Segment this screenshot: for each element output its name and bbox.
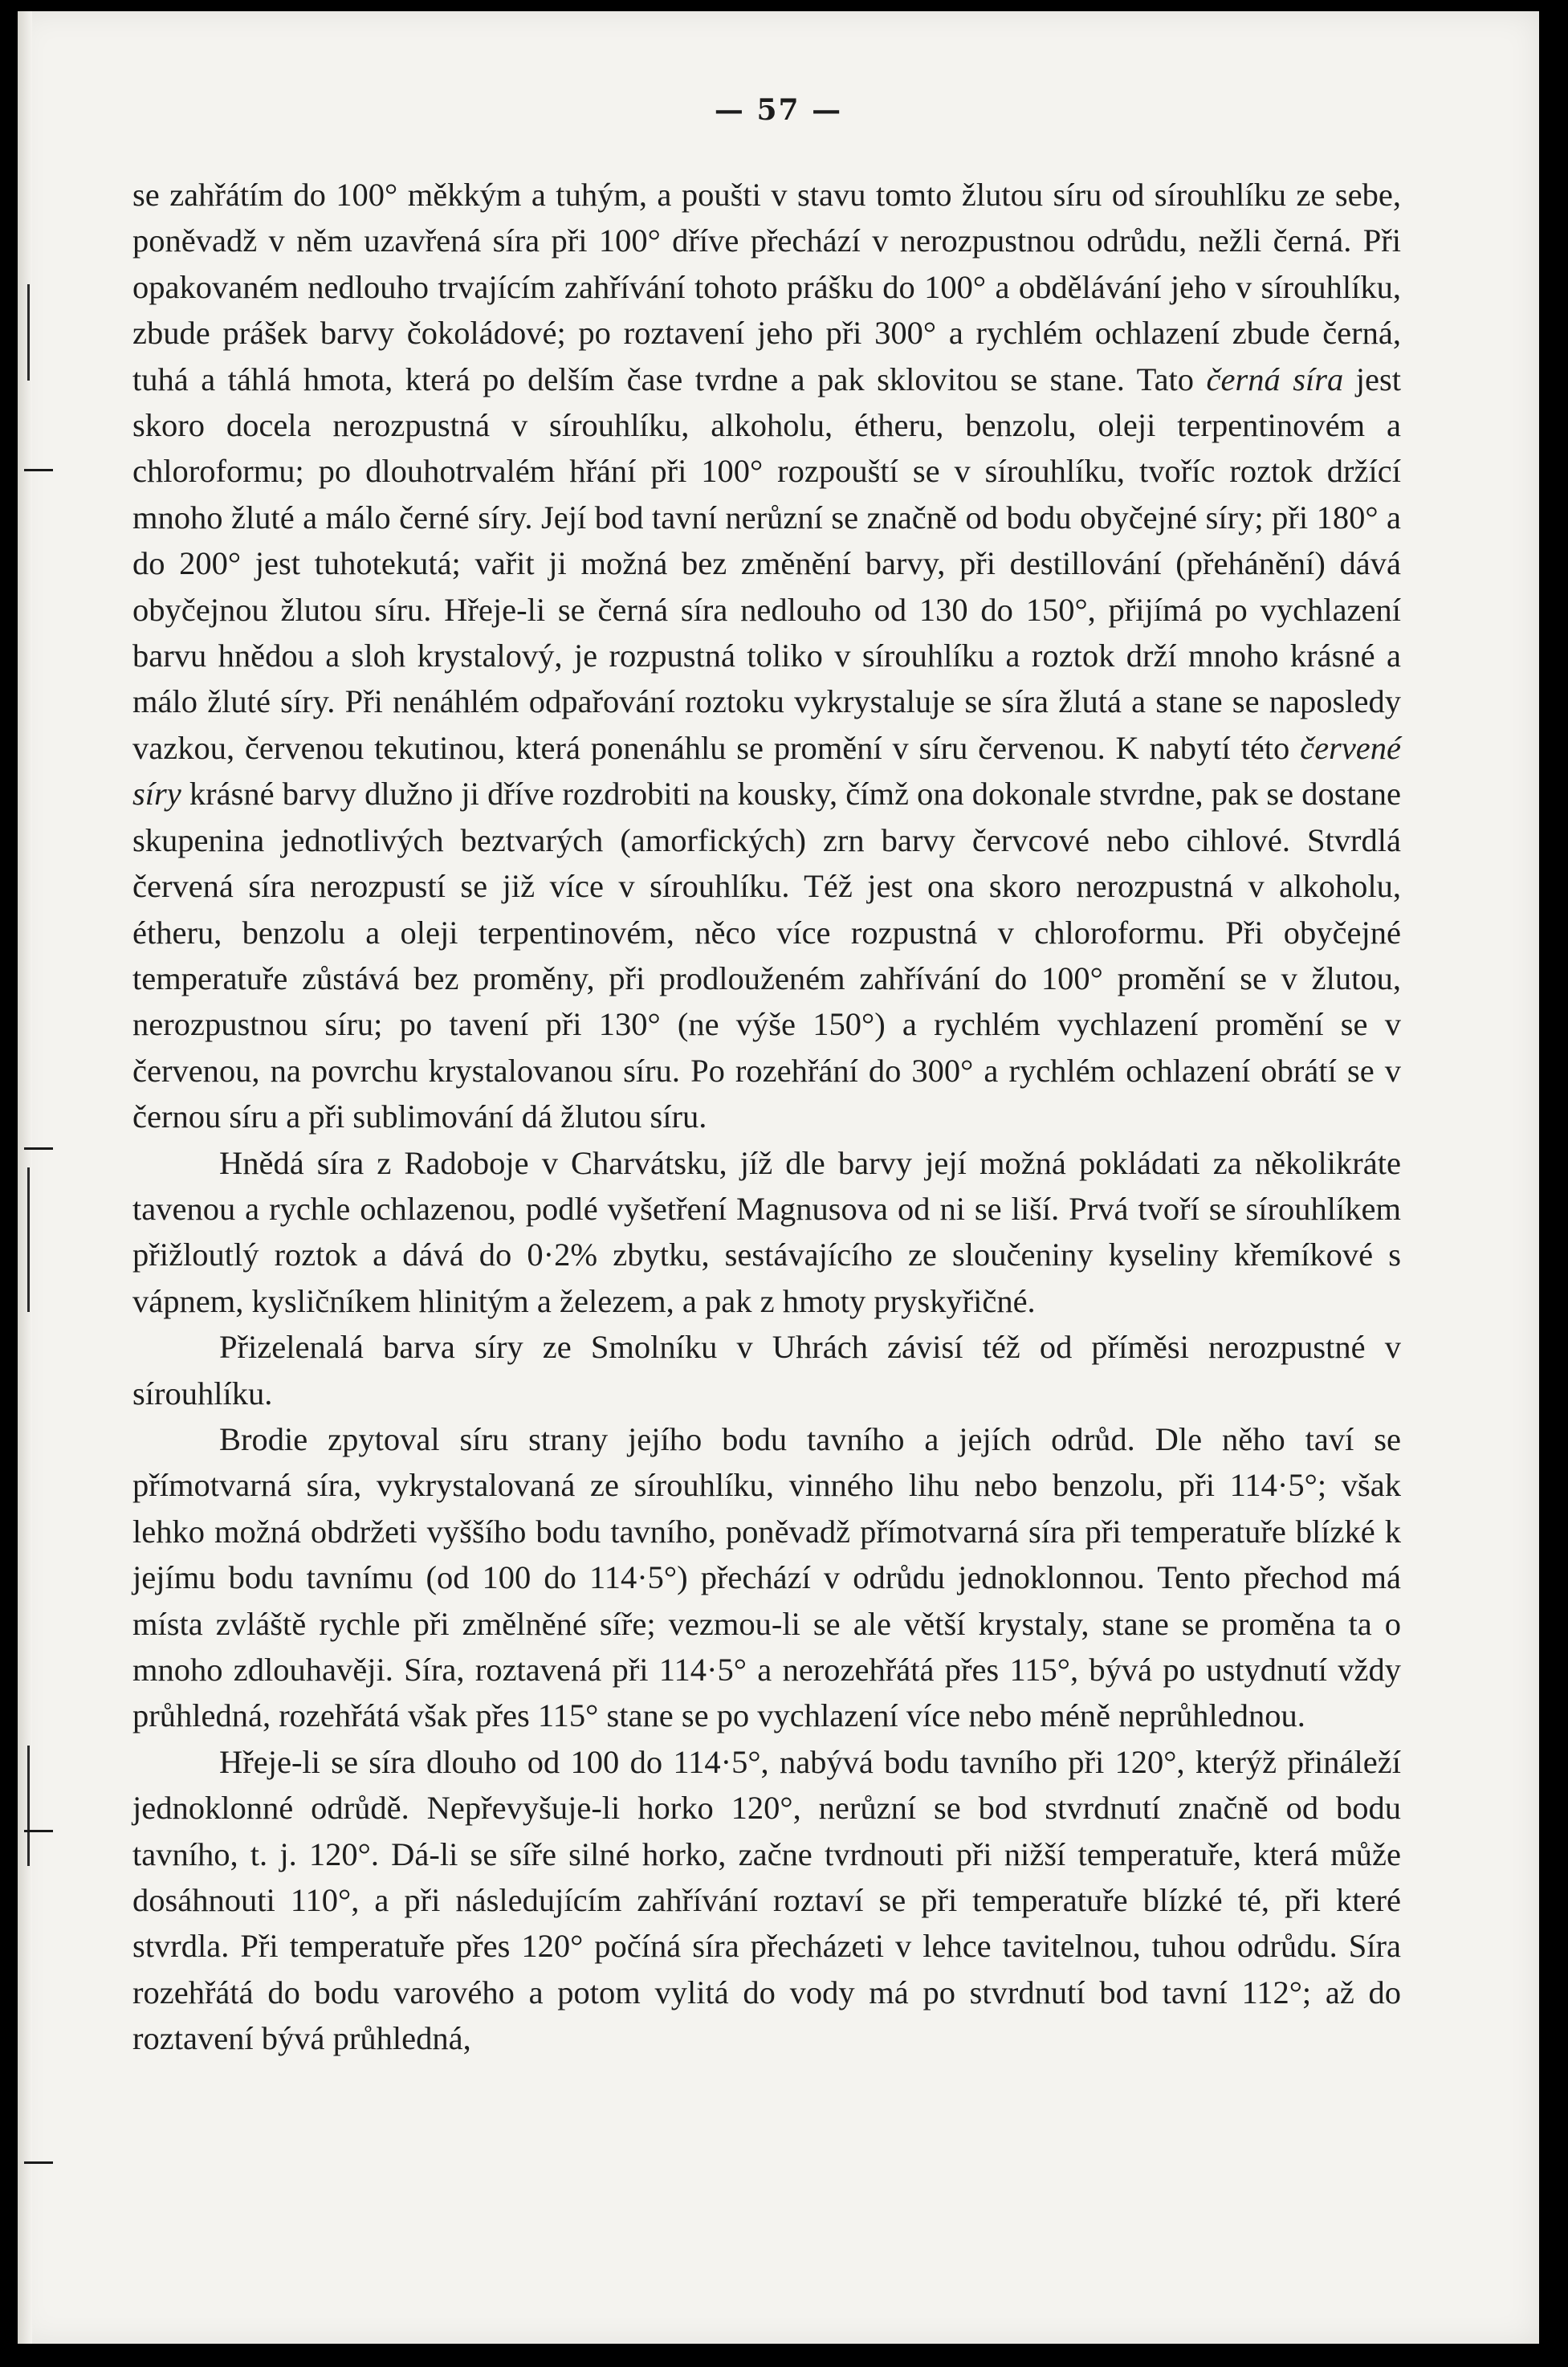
paragraph-text: Hřeje-li se síra dlouho od 100 do 114·5°, nabývá bodu tavního při 120°, kterýž přináleží jednoklonné odrůdě. Nepřevyšuje-li horko 120°, nerůzní se bod stvrdnutí značně od bodu tavního, t. j. 120°. Dá-li se síře silné horko, začne tvrdnouti při nižší temperatuře, která může dosáhnouti 110°, a při následujícím zahřívání roztaví se při temperatuře blízké té, při které stvrdla. Při temperatuře přes 120° počíná síra přecházeti v lehce tavitelnou, tuhou odrůdu. Síra rozehřátá do bodu varového a potom vylitá do vody má po stvrdnutí bod tavní 112°; až do roztavení bývá průhledná,: [132, 1743, 1401, 2057]
margin-mark: [24, 1830, 53, 1832]
margin-mark: [24, 2161, 53, 2164]
paragraph: [132, 1739, 1401, 2062]
page-number: — 57 —: [714, 93, 843, 127]
paragraph-text: Přizelenalá barva síry ze Smolníku v Uhrách závisí též od příměsi nerozpustné v sírouhlíku.: [132, 1329, 1401, 1412]
body-text: [132, 172, 1401, 2062]
paragraph-text: se zahřátím do 100° měkkým a tuhým, a poušti v stavu tomto žlutou síru od sírouhlíku ze sebe, poněvadž v něm uzavřená síra při 100° dříve přechází v nerozpustnou odrůdu, nežli černá. Při opakovaném nedlouho trvajícím zahřívání tohoto prášku do 100° a obdělávání jeho v sírouhlíku, zbude prášek barvy čokoládové; po roztavení jeho při 300° a rychlém ochlazení zbude černá, tuhá a táhlá hmota, která po delším čase tvrdne a pak sklovitou se stane. Tato: [132, 177, 1401, 397]
paragraph-text: Brodie zpytoval síru strany jejího bodu tavního a jejích odrůd. Dle něho taví se přímotvarná síra, vykrystalovaná ze sírouhlíku, vinného lihu nebo benzolu, při 114·5°; však lehko možná obdržeti vyššího bodu tavního, poněvadž přímotvarná síra při temperatuře blízké k jejímu bodu tavnímu (od 100 do 114·5°) přechází v odrůdu jednoklonnou. Tento přechod má místa zvláště rychle při změlněné síře; vezmou-li se ale větší krystaly, stane se proměna ta o mnoho zdlouhavěji. Síra, roztavená při 114·5° a nerozehřátá přes 115°, bývá po ustydnutí vždy průhledná, rozehřátá však přes 115° stane se po vychlazení více nebo méně neprůhlednou.: [132, 1420, 1401, 1734]
margin-mark: [24, 1147, 53, 1150]
margin-tick: [27, 1167, 30, 1312]
binding-edge: [18, 11, 32, 2344]
emphasized-term: červené síry: [132, 729, 1401, 813]
emphasized-term: černá síra: [1206, 361, 1344, 397]
paragraph: [132, 1140, 1401, 1325]
paragraph-text: krásné barvy dlužno ji dříve rozdrobiti na kousky, čímž ona dokonale stvrdne, pak se dostane skupenina jednotlivých beztvarých (amorfických) zrn barvy červcové nebo cihlové. Stvrdlá červená síra nerozpustí se již více v sírouhlíku. Též jest ona skoro nerozpustná v alkoholu, étheru, benzolu a oleji terpentinovém, něco více rozpustná v chloroformu. Při obyčejné temperatuře zůstává bez proměny, při prodlouženém zahřívání do 100° promění se v žlutou, nerozpustnou síru; po tavení při 130° (ne výše 150°) a rychlém vychlazení promění se v červenou, na povrchu krystalovanou síru. Po rozehřání do 300° a rychlém ochlazení obrátí se v černou síru a při sublimování dá žlutou síru.: [132, 776, 1401, 1135]
book-page: [18, 11, 1539, 2344]
margin-mark: [24, 469, 53, 471]
paragraph: [132, 1324, 1401, 1416]
paragraph: [132, 172, 1401, 1140]
paragraph-text: Hnědá síra z Radoboje v Charvátsku, jíž dle barvy její možná pokládati za několikráte tavenou a rychle ochlazenou, podlé vyšetření Magnusova od ni se liší. Prvá tvoří se sírouhlíkem přižloutlý roztok a dává do 0·2% zbytku, sestávajícího ze sloučeniny kyseliny křemíkové s vápnem, kysličníkem hlinitým a železem, a pak z hmoty pryskyřičné.: [132, 1144, 1401, 1319]
margin-tick: [27, 284, 30, 381]
paragraph: [132, 1416, 1401, 1739]
margin-tick: [27, 1746, 30, 1866]
paragraph-text: jest skoro docela nerozpustná v sírouhlíku, alkoholu, étheru, benzolu, oleji terpentinovém a chloroformu; po dlouhotrvalém hřání při 100° rozpouští se v sírouhlíku, tvoříc roztok držící mnoho žluté a málo černé síry. Její bod tavní nerůzní se značně od bodu obyčejné síry; při 180° a do 200° jest tuhotekutá; vařit ji možná bez změnění barvy, při destillování (přehánění) dává obyčejnou žlutou síru. Hřeje-li se černá síra nedlouho od 130 do 150°, přijímá po vychlazení barvu hnědou a sloh krystalový, je rozpustná toliko v sírouhlíku a roztok drží mnoho krásné a málo žluté síry. Při nenáhlém odpařování roztoku vykrystaluje se síra žlutá a stane se naposledy vazkou, červenou tekutinou, která ponenáhlu se promění v síru červenou. K nabytí této: [132, 361, 1401, 766]
